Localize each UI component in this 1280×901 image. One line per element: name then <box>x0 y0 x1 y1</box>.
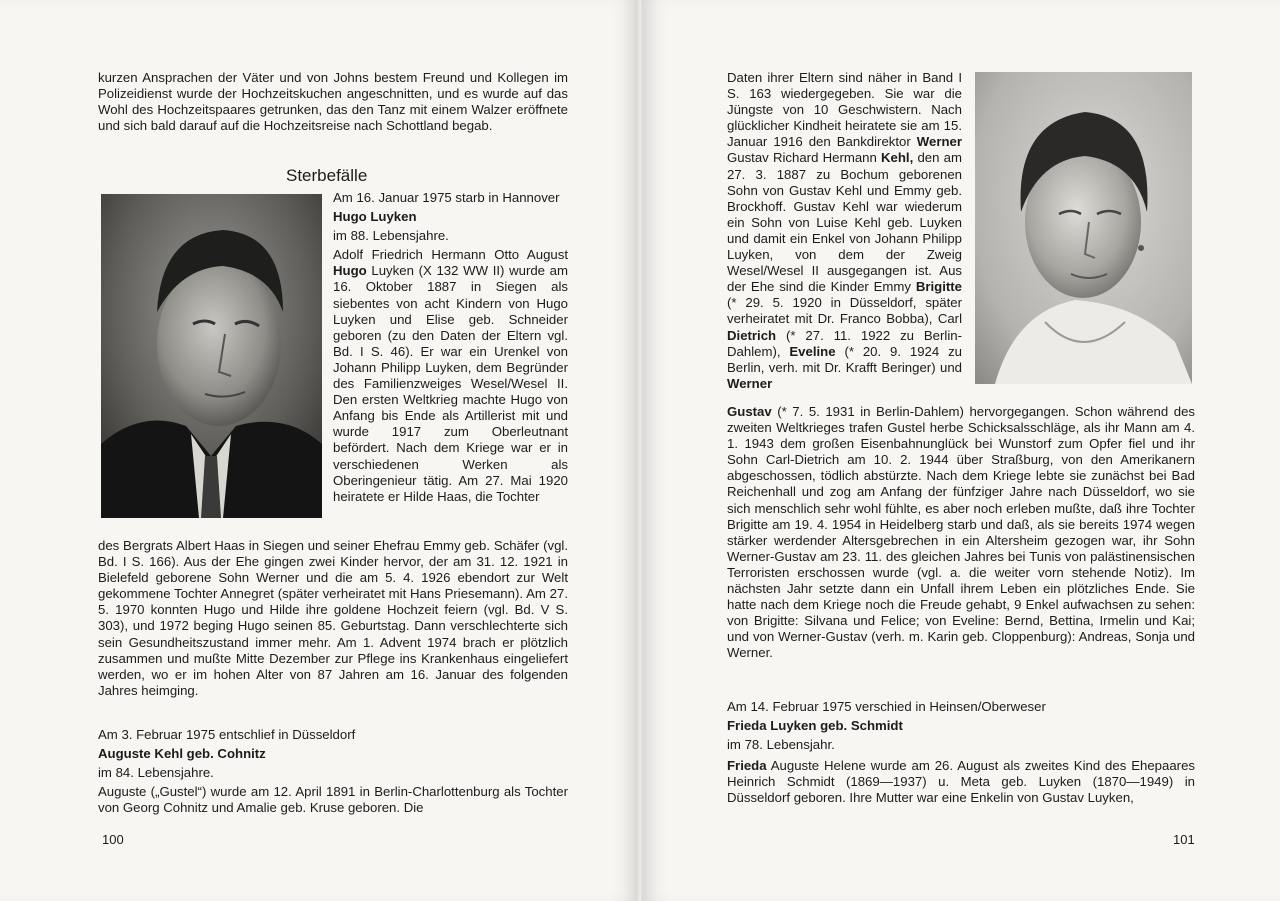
hugo-bio-column <box>333 247 568 505</box>
auguste-entry <box>98 727 568 816</box>
hugo-bio-bold: Hugo <box>333 263 367 279</box>
hugo-name: Hugo Luyken <box>333 209 417 225</box>
gustel-text-4: (* 27. 11. 1922 zu Berlin-Dahlem), <box>727 327 962 359</box>
auguste-bio: Auguste („Gustel“) wurde am 12. April 1891 in Berlin-Charlottenburg als Tochter von Georg Cohnitz und Amalie geb. Kruse geboren. Die <box>98 784 568 816</box>
portrait-woman-image <box>975 72 1192 384</box>
frieda-entry <box>727 699 1195 807</box>
portrait-photo-hugo-luyken <box>101 194 322 518</box>
portrait-man-image <box>101 194 322 518</box>
gustel-text-3: (* 29. 5. 1920 in Düsseldorf, später verheiratet mit Dr. Franco Bobba), Carl <box>727 295 962 327</box>
hugo-bio-text-2: Luyken (X 132 WW II) wurde am 16. Oktober 1887 in Siegen als siebentes von acht Kindern von Hugo Luyken und Elise geb. Schneider geboren (zu den Daten der Eltern vgl. Bd. I S. 46). Er war ein Urenkel von Johann Philipp Luyken, dem Begründer des Familienzweiges Wesel/Wesel II. Den ersten Weltkrieg machte Hugo von Anfang bis Ende als Artillerist mit und wurde 1917 zum Oberleutnant befördert. Nach dem Kriege war er in verschiedenen Werken als Oberingenieur tätig. Am 27. Mai 1920 heiratete er Hilde Haas, die Tochter <box>333 263 568 504</box>
frieda-age: im 78. Lebensjahr. <box>727 737 835 753</box>
bold-werner-2: Werner <box>727 375 773 391</box>
hugo-age: im 88. Lebensjahre. <box>333 228 449 244</box>
hugo-date-line: Am 16. Januar 1975 starb in Hannover <box>333 190 560 205</box>
hugo-bio-continued: des Bergrats Albert Haas in Siegen und seiner Ehefrau Emmy geb. Schäfer (vgl. Bd. I S. 166). Aus der Ehe gingen zwei Kinder hervor, der am 31. 12. 1921 in Bielefeld geborene Sohn Werner und die am 5. 4. 1926 ebendort zur Welt gekommene Tochter Annegret (später verheiratet mit Hans Priesemann). Am 27. 5. 1970 konnten Hugo und Hilde ihre goldene Hochzeit feiern (vgl. Bd. V S. 303), und 1972 beging Hugo seinen 85. Geburtstag. Dann verschlechterte sich sein Gesundheitszustand immer mehr. Am 1. Advent 1974 brach er plötzlich zusammen und mußte Mitte Dezember zur Pflege ins Krankenhaus eingeliefert werden, wo er im hohen Alter von 87 Jahren am 16. Januar des folgenden Jahres heimging. <box>98 538 568 698</box>
right-page <box>642 0 1280 901</box>
left-page <box>0 0 638 901</box>
gustel-bio-column <box>727 70 962 392</box>
auguste-name: Auguste Kehl geb. Cohnitz <box>98 746 266 762</box>
frieda-name: Frieda Luyken geb. Schmidt <box>727 718 903 734</box>
bold-gustav: Gustav <box>727 404 772 419</box>
bold-eveline: Eveline <box>789 343 836 359</box>
gustel-bio-continued <box>727 404 1195 662</box>
page-number-left: 100 <box>102 832 124 847</box>
gustel-text-1: Gustav Richard Hermann <box>727 150 877 166</box>
frieda-bold-first: Frieda <box>727 758 767 774</box>
gustel-text-2: den am 27. 3. 1887 zu Bochum geborenen Sohn von Gustav Kehl und Emmy geb. Brockhoff. Gustav Kehl war wiederum ein Sohn von Luise Kehl geb. Luyken und damit ein Enkel von Johann Philipp Luyken, von dem der Zweig Wesel/Wesel II ausgegangen ist. Aus der Ehe sind die Kinder Emmy <box>727 150 962 295</box>
section-heading: Sterbefälle <box>286 166 368 185</box>
page-number-right: 101 <box>1173 832 1195 847</box>
gustel-text-intro: Daten ihrer Eltern sind näher in Band I S. 163 wiedergegeben. Sie war die Jüngste von 10 Geschwistern. Nach glücklicher Kindheit heiratete sie am 15. Januar 1916 den Bankdirektor <box>727 70 962 150</box>
portrait-photo-auguste-kehl <box>975 72 1192 384</box>
frieda-date-line: Am 14. Februar 1975 verschied in Heinsen/Oberweser <box>727 699 1046 714</box>
auguste-age: im 84. Lebensjahre. <box>98 765 214 781</box>
gustel-text-6: (* 7. 5. 1931 in Berlin-Dahlem) hervorgegangen. Schon während des zweiten Weltkrieges trafen Gustel herbe Schicksalsschläge, als ihr Mann am 4. 1. 1943 dem großen Eisenbahnunglück bei Wunstorf zum Opfer fiel und ihr Sohn Carl-Dietrich am 10. 2. 1944 über Straßburg, von den Amerikanern abgeschossen, tödlich abstürzte. Nach dem Kriege lebte sie zunächst bei Bad Reichenhall und zog am Anfang der fünfziger Jahre nach Düsseldorf, wo sie sich menschlich sehr wohl fühlte, es aber noch erleben mußte, daß ihre Tochter Brigitte am 19. 4. 1954 in Heidelberg starb und daß, als sie bereits 1974 wegen stärker werdender Altersgebrechen in ein Altersheim gezogen war, ihr Sohn Werner-Gustav am 23. 11. des gleichen Jahres bei Tunis von palästinensischen Terroristen erschossen wurde (vgl. a. die weiter vorn stehende Notiz). Im nächsten Jahr setzte dann ein Unfall ihrem Leben ein plötzliches Ende. Sie hatte nach dem Kriege noch die Freude gehabt, 9 Enkel aufwachsen zu sehen: von Brigitte: Silvana und Felice; von Eveline: Bernd, Bettina, Irmelin und Kai; und von Werner-Gustav (verh. m. Karin geb. Cloppenburg): Andreas, Sonja und Werner. <box>727 404 1195 661</box>
gustel-text-5: (* 20. 9. 1924 zu Berlin, verh. mit Dr. Krafft Beringer) und <box>727 343 963 375</box>
intro-paragraph: kurzen Ansprachen der Väter und von Johns bestem Freund und Kollegen im Polizeidienst wurde der Hochzeitskuchen angeschnitten, und es wurde auf das Wohl des Hochzeitspaares getrunken, das den Tanz mit einem Walzer eröffnete und sich bald darauf auf die Hochzeitsreise nach Schottland begab. <box>98 70 568 134</box>
hugo-bio-text-1: Adolf Friedrich Hermann Otto August <box>333 247 568 263</box>
bold-werner: Werner <box>916 134 962 150</box>
auguste-date-line: Am 3. Februar 1975 entschlief in Düsseldorf <box>98 727 356 742</box>
bold-dietrich: Dietrich <box>727 327 777 343</box>
bold-kehl: Kehl, <box>881 150 914 166</box>
hugo-header-block <box>333 190 568 505</box>
frieda-bio: Auguste Helene wurde am 26. August als zweites Kind des Ehepaares Heinrich Schmidt (1869—1937) u. Meta geb. Luyken (1870—1949) in Düsseldorf geboren. Ihre Mutter war eine Enkelin von Gustav Luyken, <box>727 758 1196 806</box>
bold-brigitte: Brigitte <box>915 279 962 295</box>
